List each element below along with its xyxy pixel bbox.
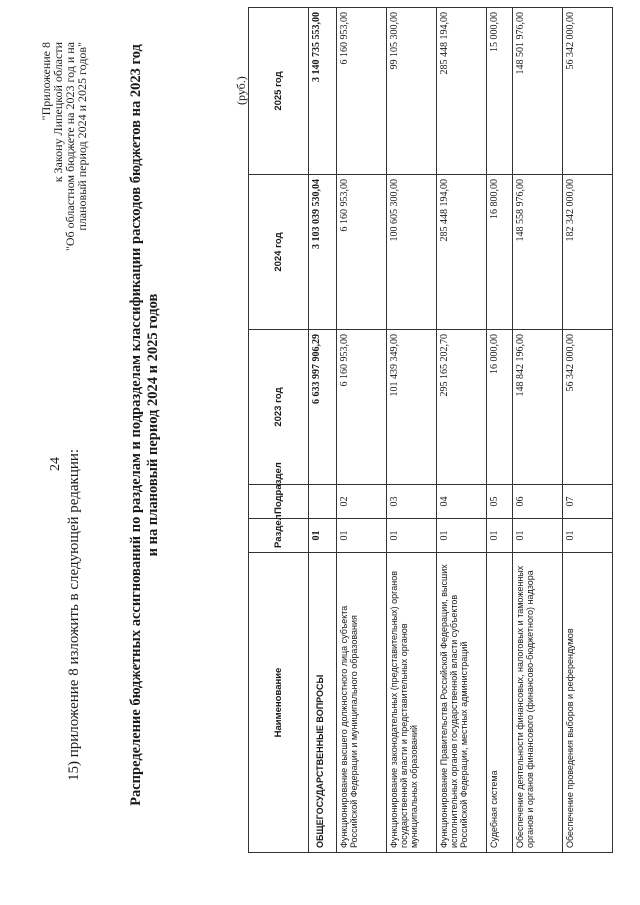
- cell-2024: 16 800,00: [487, 175, 513, 330]
- cell-subsection: 02: [337, 485, 387, 519]
- header-section: Раздел: [249, 519, 309, 553]
- cell-2024: 182 342 000,00: [563, 175, 613, 330]
- cell-name: Обеспечение проведения выборов и референдумов: [563, 553, 613, 853]
- table-body: [309, 8, 613, 853]
- cell-2023: 295 165 202,70: [437, 330, 487, 485]
- table-row: [563, 8, 613, 853]
- cell-name: Функционирование Правительства Российской Федерации, высших исполнительных органов государственной власти субъектов Российской Федерации, местных администраций: [437, 553, 487, 853]
- cell-subsection: 05: [487, 485, 513, 519]
- currency-unit: (руб.): [234, 76, 248, 105]
- cell-subsection: 04: [437, 485, 487, 519]
- cell-section: 01: [563, 519, 613, 553]
- cell-2025: 148 501 976,00: [513, 8, 563, 175]
- cell-2025: 99 105 300,00: [387, 8, 437, 175]
- appendix-line-4: плановый период 2024 и 2025 годов": [75, 42, 89, 231]
- cell-2024: 100 605 300,00: [387, 175, 437, 330]
- intro-text: 15) приложение 8 изложить в следующей редакции:: [66, 448, 82, 781]
- appendix-line-1: "Приложение 8: [39, 42, 53, 121]
- cell-2025: 56 342 000,00: [563, 8, 613, 175]
- header-2023: 2023 год: [249, 330, 309, 485]
- cell-2023: 101 439 349,00: [387, 330, 437, 485]
- cell-name: Судебная система: [487, 553, 513, 853]
- cell-2023: 16 000,00: [487, 330, 513, 485]
- cell-2023: 6 633 997 906,29: [309, 330, 337, 485]
- title-line-2: и на плановый период 2024 и 2025 годов: [145, 293, 161, 557]
- title-line-1: Распределение бюджетных ассигнований по разделам и подразделам классификации расходов бюджетов на 2023 год: [128, 44, 144, 806]
- header-2025: 2025 год: [249, 8, 309, 175]
- cell-subsection: 07: [563, 485, 613, 519]
- header-subsection: Подраздел: [249, 485, 309, 519]
- cell-section: 01: [437, 519, 487, 553]
- cell-2024: 6 160 953,00: [337, 175, 387, 330]
- cell-2024: 3 103 039 530,04: [309, 175, 337, 330]
- cell-2023: 6 160 953,00: [337, 330, 387, 485]
- cell-2025: 6 160 953,00: [337, 8, 387, 175]
- cell-2023: 148 842 196,00: [513, 330, 563, 485]
- cell-2023: 56 342 000,00: [563, 330, 613, 485]
- cell-section: 01: [337, 519, 387, 553]
- appendix-header: [40, 42, 88, 402]
- appendix-line-2: к Закону Липецкой области: [51, 42, 65, 183]
- table-row: [487, 8, 513, 853]
- cell-subsection: 06: [513, 485, 563, 519]
- cell-2025: 285 448 194,00: [437, 8, 487, 175]
- header-2024: 2024 год: [249, 175, 309, 330]
- header-name: Наименование: [249, 553, 309, 853]
- cell-name: Функционирование законодательных (представительных) органов государственной власти и представительных органов муниципальных образований: [387, 553, 437, 853]
- table-row: [513, 8, 563, 853]
- table-row: [337, 8, 387, 853]
- cell-section: 01: [309, 519, 337, 553]
- cell-2025: 3 140 735 553,00: [309, 8, 337, 175]
- document-title: [128, 5, 162, 845]
- cell-2024: 148 558 976,00: [513, 175, 563, 330]
- cell-subsection: [309, 485, 337, 519]
- cell-section: 01: [487, 519, 513, 553]
- table-header-row: [249, 8, 309, 853]
- page-number: 24: [48, 457, 63, 471]
- cell-section: 01: [513, 519, 563, 553]
- cell-subsection: 03: [387, 485, 437, 519]
- table-row: [437, 8, 487, 853]
- cell-name: Обеспечение деятельности финансовых, налоговых и таможенных органов и органов финансового (финансово-бюджетного) надзора: [513, 553, 563, 853]
- cell-name: ОБЩЕГОСУДАРСТВЕННЫЕ ВОПРОСЫ: [309, 553, 337, 853]
- cell-section: 01: [387, 519, 437, 553]
- appendix-line-3: "Об областном бюджете на 2023 год и на: [63, 42, 77, 252]
- budget-table: [248, 7, 613, 853]
- cell-name: Функционирование высшего должностного лица субъекта Российской Федерации и муниципального образования: [337, 553, 387, 853]
- table-row: [387, 8, 437, 853]
- cell-2024: 285 448 194,00: [437, 175, 487, 330]
- table-row: [309, 8, 337, 853]
- cell-2025: 15 000,00: [487, 8, 513, 175]
